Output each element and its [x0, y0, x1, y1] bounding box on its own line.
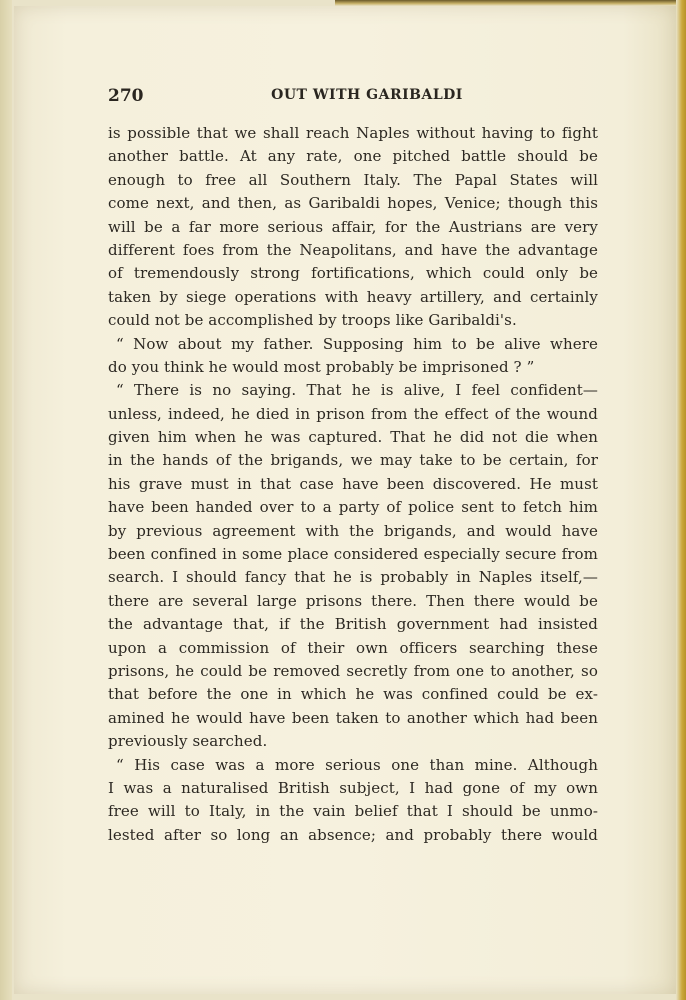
text-line: amined he would have been taken to another which had been: [108, 708, 598, 727]
text-line: that before the one in which he was confined could be ex-: [108, 685, 598, 704]
text-line: by previous agreement with the brigands, and would have: [108, 521, 598, 540]
text-line: upon a commission of their own officers searching these: [108, 638, 598, 657]
text-line: been confined in some place considered especially secure from: [108, 545, 598, 564]
text-line: prisons, he could be removed secretly from one to another, so: [108, 661, 598, 680]
text-line: “ His case was a more serious one than mine. Although: [116, 755, 598, 774]
text-line: “ There is no saying. That he is alive, I feel confident—: [116, 381, 598, 400]
text-line: have been handed over to a party of police sent to fetch him: [108, 498, 598, 517]
text-line: search. I should fancy that he is probably in Naples itself,—: [108, 568, 598, 587]
text-line: taken by siege operations with heavy artillery, and certainly: [108, 287, 598, 306]
text-line: will be a far more serious affair, for the Austrians are very: [108, 217, 598, 236]
body-text: [108, 122, 598, 847]
text-line: different foes from the Neapolitans, and have the advantage: [108, 240, 598, 259]
text-line: could not be accomplished by troops like Garibaldi's.: [108, 311, 517, 330]
text-line: of tremendously strong fortifications, which could only be: [108, 264, 598, 283]
running-head-title: OUT WITH GARIBALDI: [271, 87, 463, 103]
text-line: another battle. At any rate, one pitched battle should be: [108, 147, 598, 166]
text-line: his grave must in that case have been discovered. He must: [108, 474, 598, 493]
text-line: in the hands of the brigands, we may take to be certain, for: [108, 451, 598, 470]
text-line: there are several large prisons there. Then there would be: [108, 591, 598, 610]
text-line: enough to free all Southern Italy. The Papal States will: [108, 170, 598, 189]
text-line: come next, and then, as Garibaldi hopes, Venice; though this: [108, 194, 598, 213]
text-line: I was a naturalised British subject, I had gone of my own: [108, 778, 598, 797]
text-line: “ Now about my father. Supposing him to be alive where: [116, 334, 598, 353]
page-top-edge: [335, 0, 686, 6]
text-line: given him when he was captured. That he did not die when: [108, 428, 598, 447]
text-line: previously searched.: [108, 732, 268, 751]
page-right-edge: [676, 0, 686, 1000]
page-number: 270: [108, 86, 144, 106]
text-line: do you think he would most probably be imprisoned ? ”: [108, 357, 535, 376]
text-line: the advantage that, if the British government had insisted: [108, 615, 598, 634]
text-line: is possible that we shall reach Naples without having to fight: [108, 124, 598, 142]
page-left-edge: [0, 0, 12, 1000]
text-line: free will to Italy, in the vain belief that I should be unmo-: [108, 802, 598, 821]
running-head: [108, 86, 598, 108]
text-line: lested after so long an absence; and probably there would: [108, 825, 598, 844]
text-line: unless, indeed, he died in prison from the effect of the wound: [108, 404, 598, 423]
